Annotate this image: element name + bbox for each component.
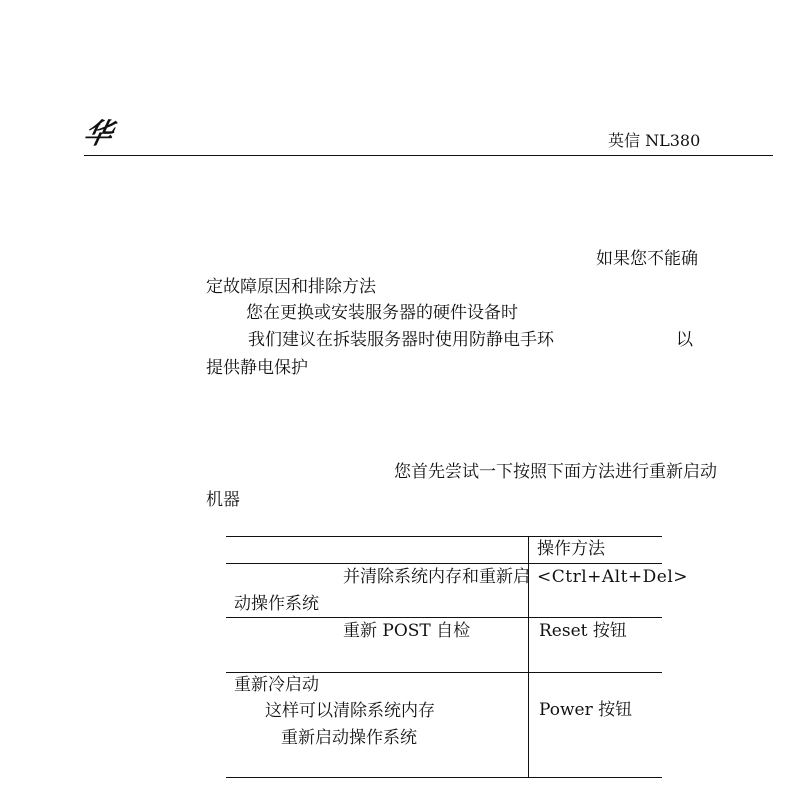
table-row2-desc: 重新 POST 自检 — [343, 621, 471, 641]
table-row3-method: Power 按钮 — [539, 700, 633, 720]
table-bottom-rule — [226, 777, 662, 778]
header-divider — [84, 155, 773, 156]
table-row3-desc-line1: 重新冷启动 — [234, 675, 319, 695]
table-row1-rule — [226, 617, 662, 618]
para2-line2: 机器 — [206, 490, 240, 510]
table-row2-rule — [226, 672, 662, 673]
para1-line2: 定故障原因和排除方法 — [206, 277, 376, 297]
para1-line4-left: 我们建议在拆装服务器时使用防静电手环 — [248, 330, 554, 350]
table-row2-method: Reset 按钮 — [539, 621, 627, 641]
table-row1-desc-line2: 动操作系统 — [234, 594, 319, 614]
table-header-method: 操作方法 — [537, 539, 605, 559]
table-row3-desc-line2: 这样可以清除系统内存 — [265, 701, 435, 721]
para1-line3: 您在更换或安装服务器的硬件设备时 — [246, 303, 518, 323]
table-row1-method: <Ctrl+Alt+Del> — [537, 567, 689, 587]
table-row1-desc-line1: 并清除系统内存和重新启 — [343, 567, 530, 587]
para1-line1: 如果您不能确 — [596, 249, 698, 269]
para2-line1: 您首先尝试一下按照下面方法进行重新启动 — [394, 462, 717, 482]
table-header-rule — [226, 563, 662, 564]
para1-line4-right: 以 — [676, 330, 693, 350]
para1-line5: 提供静电保护 — [206, 358, 308, 378]
logo: 华 — [80, 117, 114, 150]
table-row3-desc-line3: 重新启动操作系统 — [281, 728, 417, 748]
table-top-rule — [226, 536, 662, 537]
page-header-title: 英信 NL380 — [608, 131, 701, 150]
